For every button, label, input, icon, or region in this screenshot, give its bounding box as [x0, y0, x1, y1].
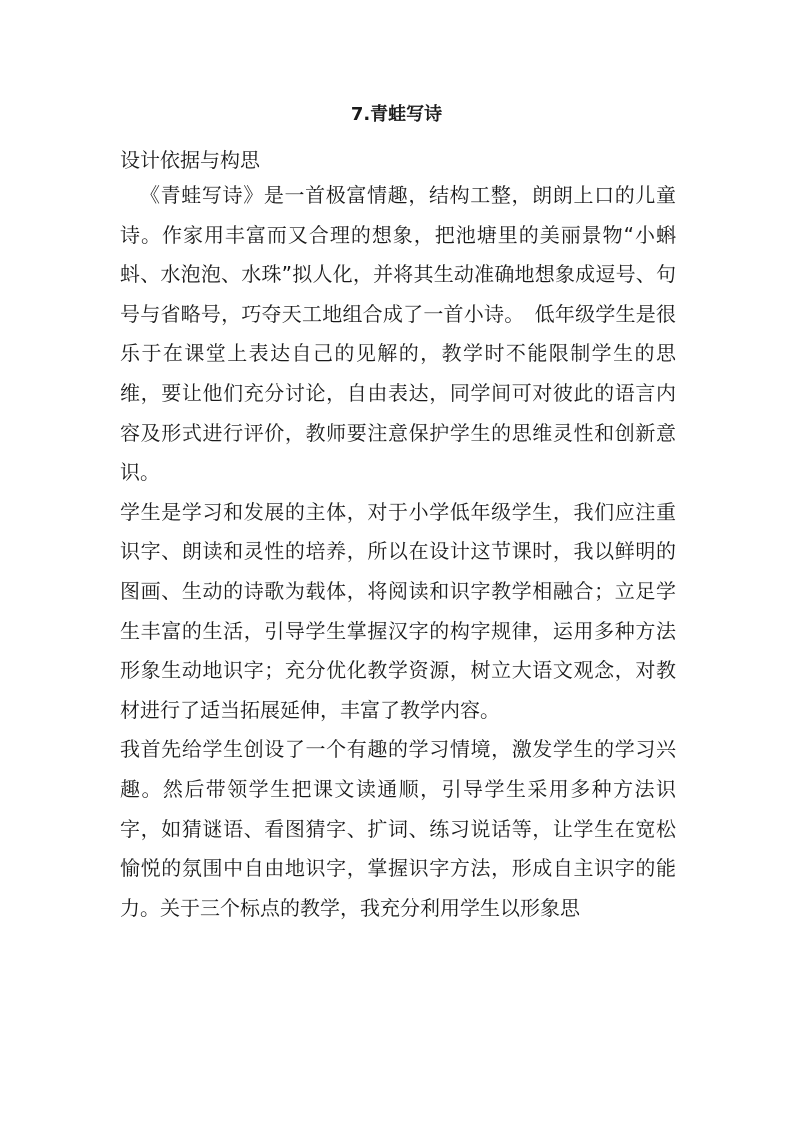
- paragraph: 我首先给学生创设了一个有趣的学习情境，激发学生的学习兴趣。然后带领学生把课文读通顺，引导学生采用多种方法识字，如猜谜语、看图猜字、扩词、练习说话等，让学生在宽松愉悦的氛围中自由地识字，掌握识字方法，形成自主识字的能力。关于三个标点的教学，我充分利用学生以形象思: [120, 737, 676, 920]
- document-title: 7.青蛙写诗: [350, 104, 443, 125]
- paragraph: 《青蛙写诗》是一首极富情趣，结构工整，朗朗上口的儿童诗。作家用丰富而又合理的想象，把池塘里的美丽景物“小蝌蚪、水泡泡、水珠”拟人化，并将其生动准确地想象成逗号、句号与省略号，巧夺天工地组合成了一首小诗。 低年级学生是很乐于在课堂上表达自己的见解的，教学时不能限制学生的思维，要让他们充分讨论，自由表达，同学间可对彼此的语言内容及形式进行评价，教师要注意保护学生的思维灵性和创新意识。: [120, 183, 676, 485]
- document-body: [120, 176, 676, 928]
- paragraph: 学生是学习和发展的主体，对于小学低年级学生，我们应注重识字、朗读和灵性的培养，所以在设计这节课时，我以鲜明的图画、生动的诗歌为载体，将阅读和识字教学相融合；立足学生丰富的生活，引导学生掌握汉字的构字规律，运用多种方法形象生动地识字；充分优化教学资源，树立大语文观念，对教材进行了适当拓展延伸，丰富了教学内容。: [120, 499, 676, 722]
- section-heading: 设计依据与构思: [120, 148, 260, 172]
